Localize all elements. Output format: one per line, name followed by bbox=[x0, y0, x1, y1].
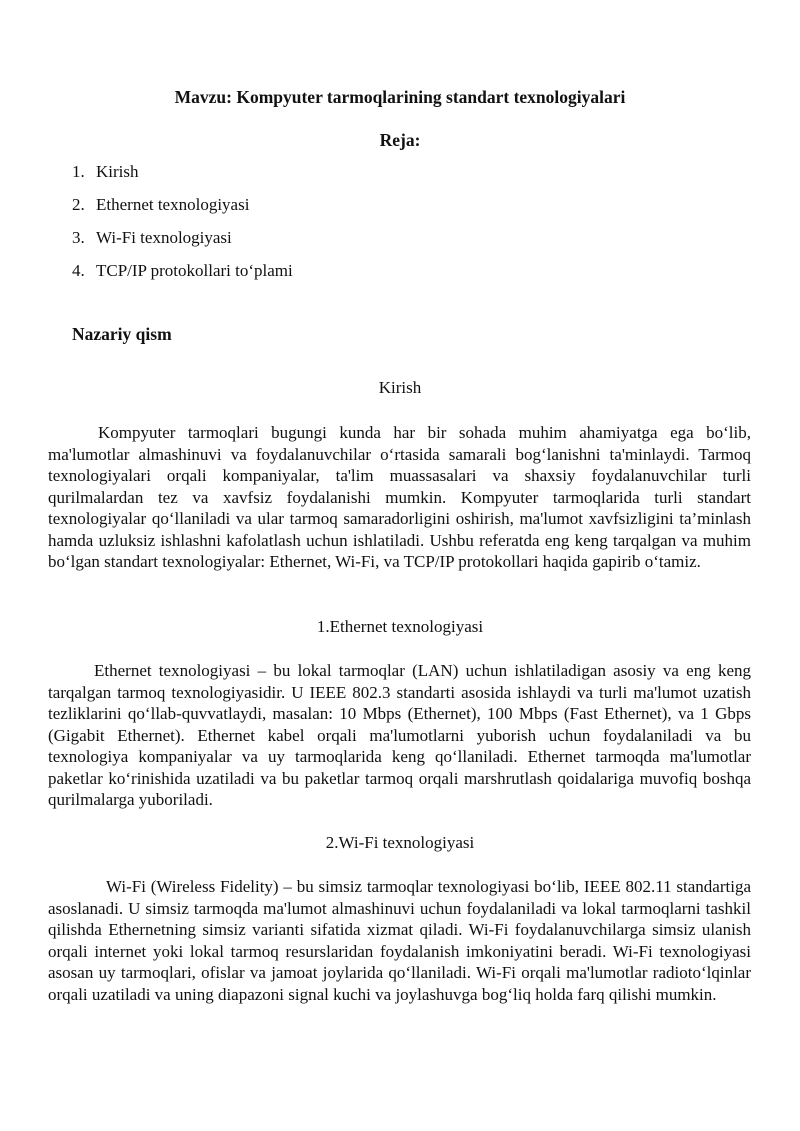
ethernet-heading: 1.Ethernet texnologiyasi bbox=[316, 617, 484, 636]
plan-item-number: 2. bbox=[72, 195, 85, 214]
wifi-heading: 2.Wi-Fi texnologiyasi bbox=[325, 833, 475, 852]
plan-item-number: 3. bbox=[72, 228, 85, 247]
plan-item bbox=[72, 161, 293, 194]
plan-item-number: 1. bbox=[72, 162, 85, 181]
intro-paragraph: Kompyuter tarmoqlari bugungi kunda har bir sohada muhim ahamiyatga ega bo‘lib, ma'lumotlar almashinuvi va foydalanuvchilar o‘rtasida samarali bog‘lanishni ta'minlaydi. Tarmoq texnologiyalari orqali kompaniyalar, ta'lim muassasalari va shaxsiy foydalanuvchilar turli qurilmalardan tez va xavfsiz foydalanishi mumkin. Kompyuter tarmoqlarida turli standart texnologiyalar qo‘llaniladi va ular tarmoq samaradorligini oshirish, ma'lumot xavfsizligini ta’minlash hamda uzluksiz ishlashni kafolatlash uchun ishlatiladi. Ushbu referatda eng keng tarqalgan va muhim bo‘lgan standart texnologiyalar: Ethernet, Wi-Fi, va TCP/IP protokollari haqida gapirib o‘tamiz. bbox=[48, 423, 751, 571]
plan-item bbox=[72, 194, 293, 227]
plan-list bbox=[72, 161, 293, 293]
plan-item-number: 4. bbox=[72, 261, 85, 280]
plan-item-text: Kirish bbox=[96, 162, 139, 181]
plan-item-text: Wi-Fi texnologiyasi bbox=[96, 228, 232, 247]
plan-item bbox=[72, 227, 293, 260]
theory-heading: Nazariy qism bbox=[72, 324, 172, 344]
plan-item-text: Ethernet texnologiyasi bbox=[96, 195, 250, 214]
ethernet-paragraph: Ethernet texnologiyasi – bu lokal tarmoqlar (LAN) uchun ishlatiladigan asosiy va eng keng tarqalgan tarmoq texnologiyasidir. U IEEE 802.3 standarti asosida ishlaydi va turli ma'lumot uzatish tezliklarini qo‘llab-quvvatlaydi, masalan: 10 Mbps (Ethernet), 100 Mbps (Fast Ethernet), va 1 Gbps (Gigabit Ethernet). Ethernet kabel orqali ma'lumotlarni yuborish uchun foydalaniladi va bu texnologiya kompaniyalar va uy tarmoqlarida keng qo‘llaniladi. Ethernet tarmoqda ma'lumotlar paketlar ko‘rinishida uzatiladi va bu paketlar tarmoq orqali marshrutlash qoidalariga muvofiq boshqa qurilmalarga yuboriladi. bbox=[48, 661, 751, 809]
intro-heading: Kirish bbox=[378, 378, 422, 397]
document-title: Mavzu: Kompyuter tarmoqlarining standart texnologiyalari bbox=[174, 87, 626, 107]
wifi-paragraph: Wi-Fi (Wireless Fidelity) – bu simsiz tarmoqlar texnologiyasi bo‘lib, IEEE 802.11 standartiga asoslanadi. U simsiz tarmoqda ma'lumot almashinuvi uchun foydalaniladi va lokal tarmoqlarni tashkil qilishda Ethernetning simsiz varianti sifatida xizmat qiladi. Wi-Fi foydalanuvchilarga simsiz ulanish orqali internet yoki lokal tarmoq resurslaridan foydalanish imkoniyatini beradi. Wi-Fi texnologiyasi asosan uy tarmoqlari, ofislar va jamoat joylarida qo‘llaniladi. Wi-Fi orqali ma'lumotlar radioto‘lqinlar orqali uzatiladi va uning diapazoni signal kuchi va joylashuvga bog‘liq holda farq qilishi mumkin. bbox=[48, 877, 751, 1004]
plan-item bbox=[72, 260, 293, 293]
plan-heading: Reja: bbox=[379, 130, 421, 150]
plan-item-text: TCP/IP protokollari to‘plami bbox=[96, 261, 293, 280]
